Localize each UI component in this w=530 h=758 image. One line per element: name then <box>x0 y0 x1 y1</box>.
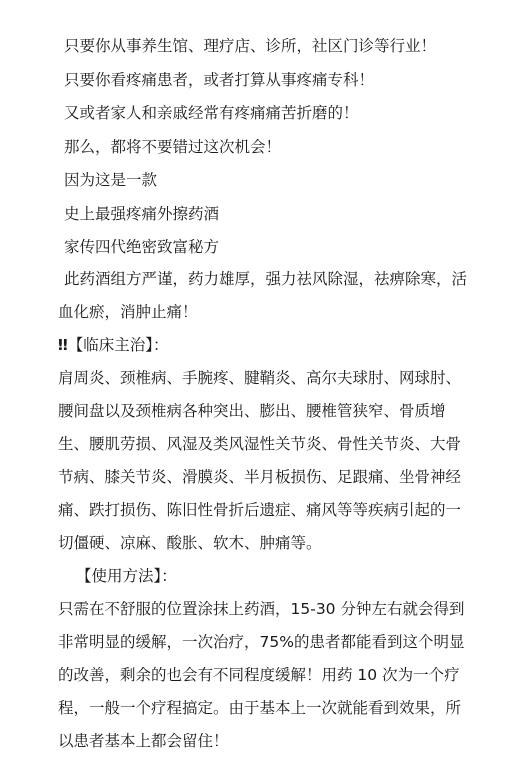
intro-line-4: 那么，都将不要错过这次机会！ <box>64 137 282 156</box>
intro-line-2: 只要你看疼痛患者，或者打算从事疼痛专科！ <box>64 70 375 89</box>
clinical-body: 肩周炎、颈椎病、手腕疼、腱鞘炎、高尔夫球肘、网球肘、腰间盘以及颈椎病各种突出、膨出、腰椎管狭窄、骨质增生、腰肌劳损、风湿及类风湿性关节炎、骨性关节炎、大骨节病、膝关节炎、滑膜炎、半月板损伤、足跟痛、坐骨神经痛、跌打损伤、陈旧性骨折后遗症、痛风等等疾病引起的一切僵硬、凉麻、酸胀、软木、肿痛等。 <box>58 369 462 552</box>
usage-heading: 【使用方法】： <box>76 567 177 585</box>
intro-line-3: 又或者家人和亲戚经常有疼痛痛苦折磨的！ <box>64 104 359 122</box>
clinical-heading <box>58 329 470 362</box>
intro-line-5: 因为这是一款 <box>64 171 158 189</box>
intro-line-7: 家传四代绝密致富秘方 <box>64 238 220 256</box>
usage-body: 只需在不舒服的位置涂抹上药酒，15-30 分钟左右就会得到非常明显的缓解，一次治疗，75%的患者都能看到这个明显的改善，剩余的也会有不同程度缓解！用药 10 次为一个疗程，一般一个疗程搞定。由于基本上一次就能看到效果，所以患者基本上都会留住！ <box>58 600 465 750</box>
double-exclamation-icon: ‼ <box>58 336 68 354</box>
description-paragraph <box>58 263 470 329</box>
description-text: 此药酒组方严谨，药力雄厚，强力祛风除湿，祛痹除寒，活血化瘀，消肿止痛！ <box>58 270 468 321</box>
intro-line-6: 史上最强疼痛外擦药酒 <box>64 204 220 223</box>
intro-line-1: 只要你从事养生馆、理疗店、诊所，社区门诊等行业！ <box>64 37 437 55</box>
clinical-heading-text: 【临床主治】： <box>67 336 169 354</box>
